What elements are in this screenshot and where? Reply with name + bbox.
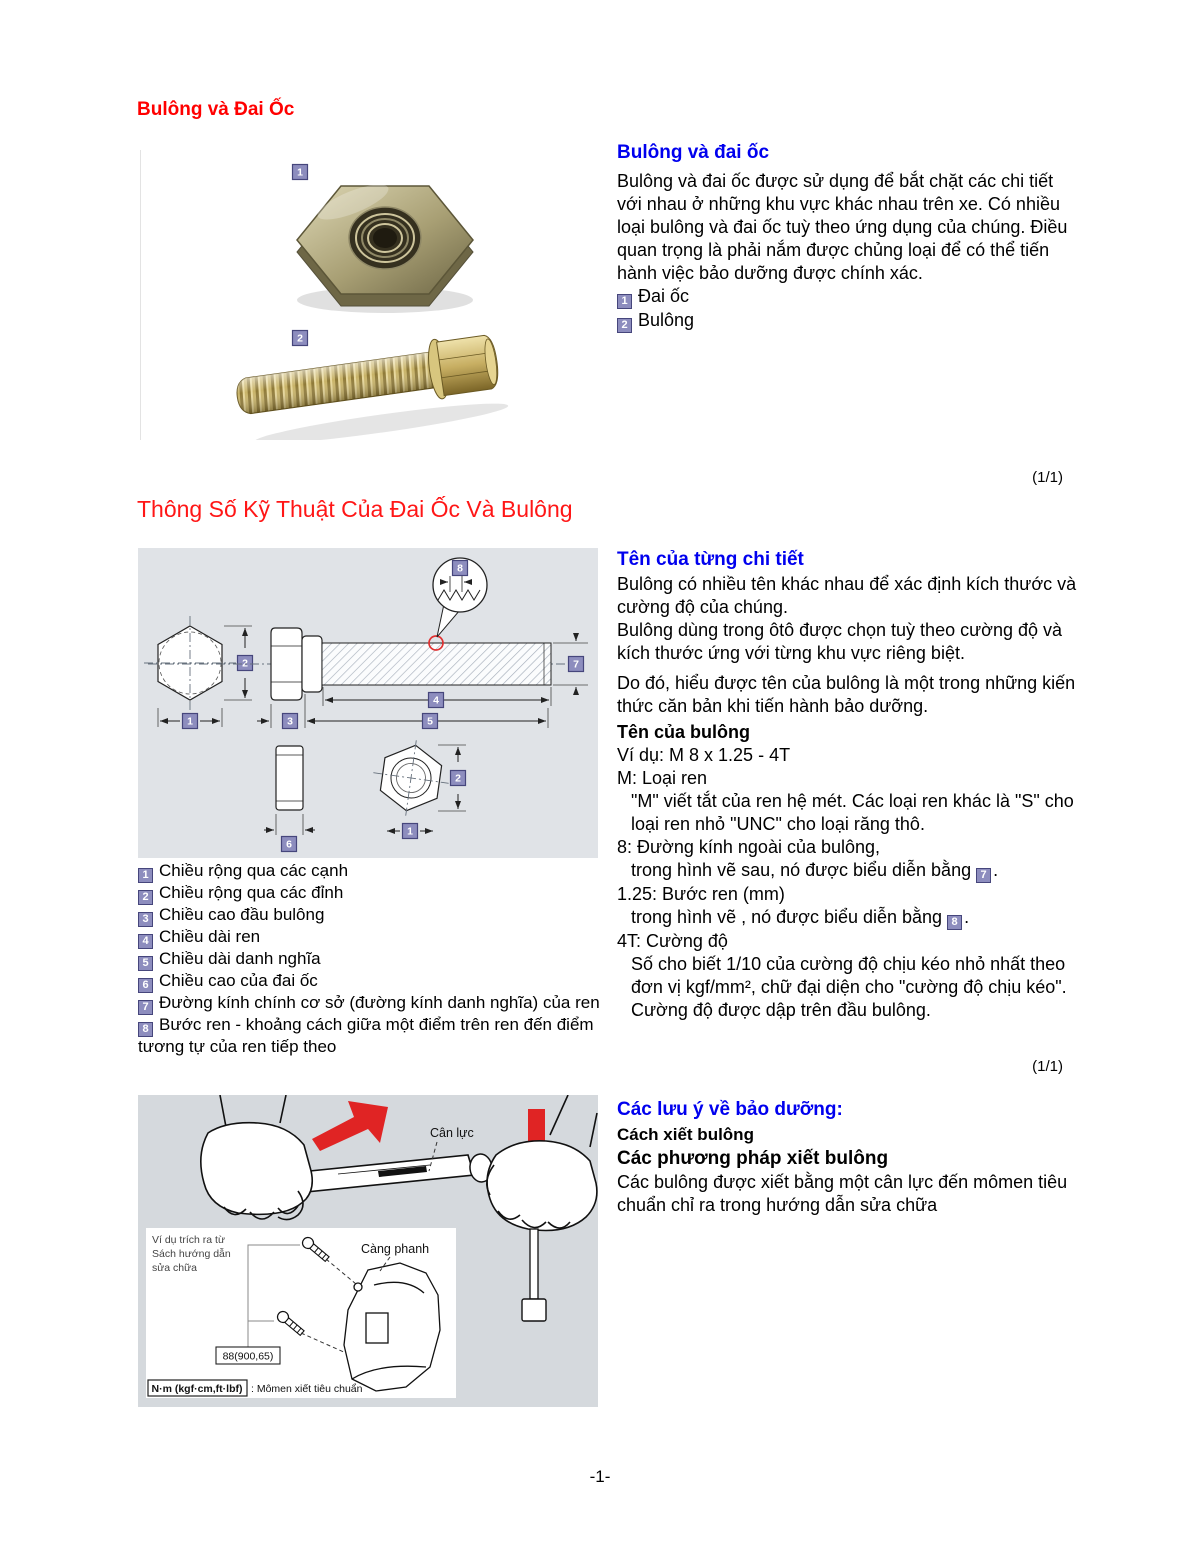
dim-badge-7 [569,657,584,672]
legend-text-6: Chiều cao của đai ốc [159,971,318,990]
torque-unit-box [148,1380,247,1396]
legend-item-8 [138,1015,612,1057]
page-number: -1- [589,1467,611,1486]
svg-text:2: 2 [297,332,303,345]
legend-item-1 [138,861,612,883]
svg-text:6: 6 [286,838,292,851]
photo-callout-2-badge [293,331,308,346]
svg-text:5: 5 [427,715,433,728]
dim-badge-1 [183,714,198,729]
section3-subheading2: Các phương pháp xiết bulông [617,1148,889,1169]
legend-text-5: Chiều dài danh nghĩa [159,949,321,968]
legend-item-4 [138,927,612,949]
note-line-2: Sách hướng dẫn [152,1248,231,1260]
doc-title: Bulông và Đai Ốc [137,99,295,120]
svg-text:1: 1 [407,825,413,838]
legend-item-7 [138,993,612,1015]
m-desc: "M" viết tắt của ren hệ mét. Các loại ren khác là "S" cho loại ren nhỏ "UNC" cho loại răng thô. [631,791,1074,834]
callout-row-bolt [617,309,1075,333]
figure-nut-bolt-photo [140,150,598,440]
caliper-label: Càng phanh [361,1242,430,1256]
torque-unit-caption: : Mômen xiết tiêu chuẩn [251,1383,363,1395]
diagram-legend [138,861,612,1057]
legend-badge-2: 2 [138,890,153,905]
inline-badge-7: 7 [976,868,991,883]
inline-badge-8: 8 [947,915,962,930]
svg-text:88(900,65): 88(900,65) [222,1350,274,1363]
page-marker-2: (1/1) [1032,1058,1063,1075]
section3-heading: Các lưu ý về bảo dưỡng: [617,1099,843,1120]
note-line-1: Ví dụ trích ra từ [152,1234,225,1246]
section2-p3: Do đó, hiểu được tên của bulông là một trong những kiến thức căn bản khi tiến hành bảo dưỡng. [617,673,1076,716]
svg-text:4: 4 [433,694,439,707]
legend-item-3 [138,905,612,927]
dim-badge-3 [283,714,298,729]
svg-text:1: 1 [297,166,303,179]
svg-text:1: 1 [187,715,193,728]
section3-body: Các bulông được xiết bằng một cân lực đến mômen tiêu chuẩn chỉ ra trong hướng dẫn sửa chữa [617,1172,1068,1215]
section2-title: Thông Số Kỹ Thuật Của Đai Ốc Và Bulông [137,496,573,522]
section2-heading: Tên của từng chi tiết [617,549,804,570]
d8-desc-line [617,859,1079,883]
bolt-name-heading: Tên của bulông [617,722,750,742]
legend-item-5 [138,949,612,971]
d8-desc-text: trong hình vẽ sau, nó được biểu diễn bằng [631,860,972,880]
pitch-desc-line [617,906,1079,930]
svg-text:8: 8 [457,562,463,575]
page-marker-1: (1/1) [1032,469,1063,486]
section3-subheading1: Cách xiết bulông [617,1125,754,1144]
m-label: M: Loại ren [617,768,708,788]
wrench-label: Cân lực [430,1126,474,1140]
legend-text-2: Chiều rộng qua các đỉnh [159,883,344,902]
legend-text-7: Đường kính chính cơ sở (đường kính danh nghĩa) của ren [159,993,600,1012]
pitch-desc-text: trong hình vẽ , nó được biểu diễn bằng [631,907,943,927]
strength-desc: Số cho biết 1/10 của cường độ chịu kéo nhỏ nhất theo đơn vị kgf/mm², chữ đại diện cho "cường độ chịu kéo". Cường độ được dập trên đầu bulông. [631,954,1067,1020]
note-line-3: sửa chữa [152,1262,197,1274]
dim-badge-8 [453,561,468,576]
pitch-desc-end: . [964,907,970,927]
figure-torque-wrench [138,1095,598,1407]
torque-value-box [216,1347,280,1364]
legend-text-8: Bước ren - khoảng cách giữa một điểm trên ren đến điểm tương tự của ren tiếp theo [138,1015,594,1056]
pitch-label: 1.25: Bước ren (mm) [617,884,785,904]
section2-p1: Bulông có nhiều tên khác nhau để xác định kích thước và cường độ của chúng. [617,574,1077,617]
callout-1-label: Đai ốc [638,286,690,306]
svg-text:2: 2 [455,772,461,785]
legend-text-3: Chiều cao đầu bulông [159,905,325,924]
legend-badge-7: 7 [138,1000,153,1015]
dim-badge-2-nut [451,771,466,786]
d8-desc-end: . [993,860,999,880]
callout-1-badge: 1 [617,294,632,309]
legend-text-1: Chiều rộng qua các cạnh [159,861,349,880]
callout-2-badge: 2 [617,318,632,333]
dim-badge-1-nut [403,824,418,839]
callout-2-label: Bulông [638,310,695,330]
svg-text:3: 3 [287,715,293,728]
figure-bolt-diagram [138,548,598,858]
svg-text:2: 2 [242,657,248,670]
section1-body: Bulông và đai ốc được sử dụng để bắt chặt các chi tiết với nhau ở những khu vực khác nhau trên xe. Có nhiều loại bulông và đai ốc tuỳ theo ứng dụng của chúng. Điều quan trọng là phải nắm được chủng loại để có thể tiến hành việc bảo dưỡng được chính xác. [617,171,1068,283]
legend-badge-1: 1 [138,868,153,883]
dim-badge-4 [429,693,444,708]
section1-heading: Bulông và đai ốc [617,142,770,163]
photo-callout-1-badge [293,165,308,180]
legend-badge-4: 4 [138,934,153,949]
legend-badge-5: 5 [138,956,153,971]
legend-item-6 [138,971,612,993]
callout-row-nut [617,285,1075,309]
nut-side-view [276,746,303,810]
svg-text:7: 7 [573,658,579,671]
legend-badge-6: 6 [138,978,153,993]
section1-column [617,142,1075,333]
section2-p2: Bulông dùng trong ôtô được chọn tuỳ theo cường độ và kích thước ứng với từng khu vực riêng biệt. [617,620,1062,663]
d8-label: 8: Đường kính ngoài của bulông, [617,837,881,857]
dim-badge-6 [282,837,297,852]
dim-badge-5 [423,714,438,729]
strength-label: 4T: Cường độ [617,931,728,951]
dim-badge-2 [238,656,253,671]
section2-column [617,549,1079,1022]
legend-badge-8: 8 [138,1022,153,1037]
section3-column [617,1099,1075,1217]
legend-text-4: Chiều dài ren [159,927,261,946]
svg-text:N·m (kgf·cm,ft·lbf): N·m (kgf·cm,ft·lbf) [151,1383,243,1395]
legend-badge-3: 3 [138,912,153,927]
bolt-name-example: Ví dụ: M 8 x 1.25 - 4T [617,745,791,765]
legend-item-2 [138,883,612,905]
